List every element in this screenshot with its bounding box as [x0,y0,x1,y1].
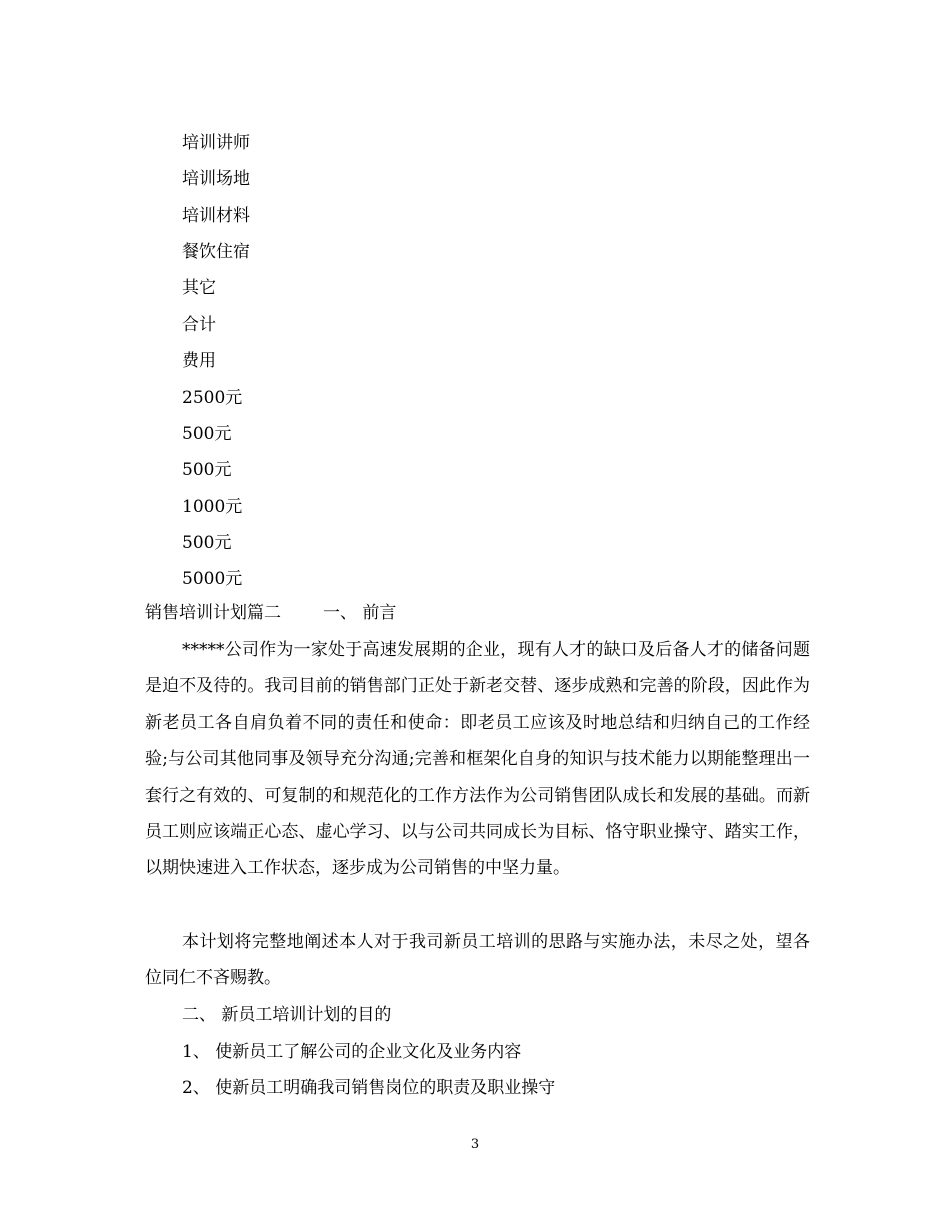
section-subtitle: 一、 前言 [323,603,397,623]
section-two-heading: 二、 新员工培训计划的目的 [182,1005,392,1025]
cost-item-materials: 培训材料 [182,206,250,226]
cost-value-total: 5000元 [182,569,243,589]
cost-item-instructor: 培训讲师 [182,133,250,153]
scope-paragraph: 本计划将完整地阐述本人对于我司新员工培训的思路与实施办法，未尽之处，望各位同仁不吝赐教。 [145,932,810,989]
cost-value-meals-lodging: 1000元 [182,497,243,517]
cost-item-venue: 培训场地 [182,169,250,189]
section-title: 销售培训计划篇二 [145,603,281,623]
cost-value-other: 500元 [182,533,232,553]
goal-item-2: 2、 使新员工明确我司销售岗位的职责及职业操守 [182,1078,556,1098]
cost-value-instructor: 2500元 [182,388,243,408]
cost-item-total: 合计 [182,315,216,335]
cost-item-meals-lodging: 餐饮住宿 [182,242,250,262]
cost-item-other: 其它 [182,278,216,298]
cost-value-materials: 500元 [182,460,232,480]
page-number: 3 [470,1137,480,1152]
cost-header: 费用 [182,351,216,371]
goal-item-1: 1、 使新员工了解公司的企业文化及业务内容 [182,1042,522,1062]
intro-paragraph: *****公司作为一家处于高速发展期的企业，现有人才的缺口及后备人才的储备问题是迫不及待的。我司目前的销售部门正处于新老交替、逐步成熟和完善的阶段，因此作为新老员工各自肩负着不同的责任和使命：即老员工应该及时地总结和归纳自己的工作经验;与公司其他同事及领导充分沟通;完善和框架化自身的知识与技术能力以期能整理出一套行之有效的、可复制的和规范化的工作方法作为公司销售团队成长和发展的基础。而新员工则应该端正心态、虚心学习、以与公司共同成长为目标、恪守职业操守、踏实工作，以期快速进入工作状态，逐步成为公司销售的中坚力量。 [145,640,810,879]
section-heading [145,602,396,624]
cost-value-venue: 500元 [182,424,232,444]
